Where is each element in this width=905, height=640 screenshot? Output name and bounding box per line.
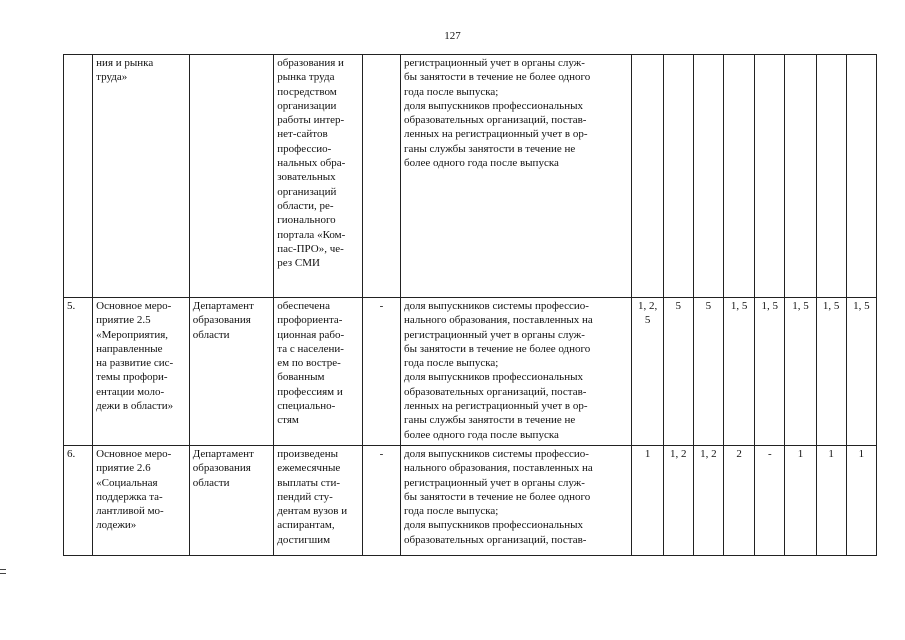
row-number-cell: 6. (64, 446, 93, 556)
table-row (64, 446, 877, 556)
value-cell: 1, 2, 5 (632, 298, 663, 446)
department-cell: Департамент образования области (189, 446, 274, 556)
value-cell (846, 55, 876, 298)
expected-result-cell: произведены ежемесячные выплаты сти- пендий сту- дентам вузов и аспирантам, достигшим (274, 446, 363, 556)
indicators-cell: доля выпускников системы профессио- нального образования, поставленных на регистрационный учет в органы служ- бы занятости в течение не более одного года после выпуска; доля выпускников профессиональных образовательных организаций, постав- (401, 446, 632, 556)
scan-margin-mark (0, 569, 6, 574)
value-cell (816, 55, 846, 298)
value-cell: 1, 2 (693, 446, 723, 556)
event-name-cell: Основное меро- приятие 2.5 «Мероприятия, направленные на развитие сис- темы профори- ентации моло- дежи в области» (93, 298, 190, 446)
value-cell: 1, 5 (755, 298, 785, 446)
document-table (63, 54, 877, 556)
value-cell (755, 55, 785, 298)
department-cell: Департамент образования области (189, 298, 274, 446)
value-cell: 5 (693, 298, 723, 446)
risk-cell (362, 55, 400, 298)
value-cell: 1, 5 (816, 298, 846, 446)
indicators-cell: доля выпускников системы профессио- нального образования, поставленных на регистрационный учет в органы служ- бы занятости в течение не более одного года после выпуска; доля выпускников профессиональных образовательных организаций, постав- ленных на регистрационный учет в ор- ганы службы занятости в течение не более одного года после выпуска (401, 298, 632, 446)
value-cell (663, 55, 693, 298)
value-cell: 1, 5 (785, 298, 816, 446)
value-cell: 1, 2 (663, 446, 693, 556)
value-cell (785, 55, 816, 298)
value-cell: 5 (663, 298, 693, 446)
expected-result-cell: обеспечена профориента- ционная рабо- та с населени- ем по востре- бованным профессиям и специально- стям (274, 298, 363, 446)
risk-cell: - (362, 446, 400, 556)
indicators-cell: регистрационный учет в органы служ- бы занятости в течение не более одного года после выпуска; доля выпускников профессиональных образовательных организаций, постав- ленных на регистрационный учет в ор- ганы службы занятости в течение не более одного года после выпуска (401, 55, 632, 298)
table-row (64, 298, 877, 446)
value-cell: 1 (632, 446, 663, 556)
risk-cell: - (362, 298, 400, 446)
expected-result-cell: образования и рынка труда посредством организации работы интер- нет-сайтов профессио- нальных обра- зовательных организаций области, ре- гионального портала «Ком- пас-ПРО», че- рез СМИ (274, 55, 363, 298)
value-cell: 1 (846, 446, 876, 556)
row-number-cell: 5. (64, 298, 93, 446)
event-name-cell: Основное меро- приятие 2.6 «Социальная поддержка та- лантливой мо- лодежи» (93, 446, 190, 556)
value-cell: 1 (816, 446, 846, 556)
value-cell: 1, 5 (724, 298, 755, 446)
value-cell (693, 55, 723, 298)
event-name-cell: ния и рынка труда» (93, 55, 190, 298)
value-cell: - (755, 446, 785, 556)
value-cell (724, 55, 755, 298)
table-row (64, 55, 877, 298)
value-cell: 2 (724, 446, 755, 556)
value-cell: 1, 5 (846, 298, 876, 446)
value-cell (632, 55, 663, 298)
row-number-cell (64, 55, 93, 298)
page-number: 127 (444, 30, 461, 42)
value-cell: 1 (785, 446, 816, 556)
department-cell (189, 55, 274, 298)
